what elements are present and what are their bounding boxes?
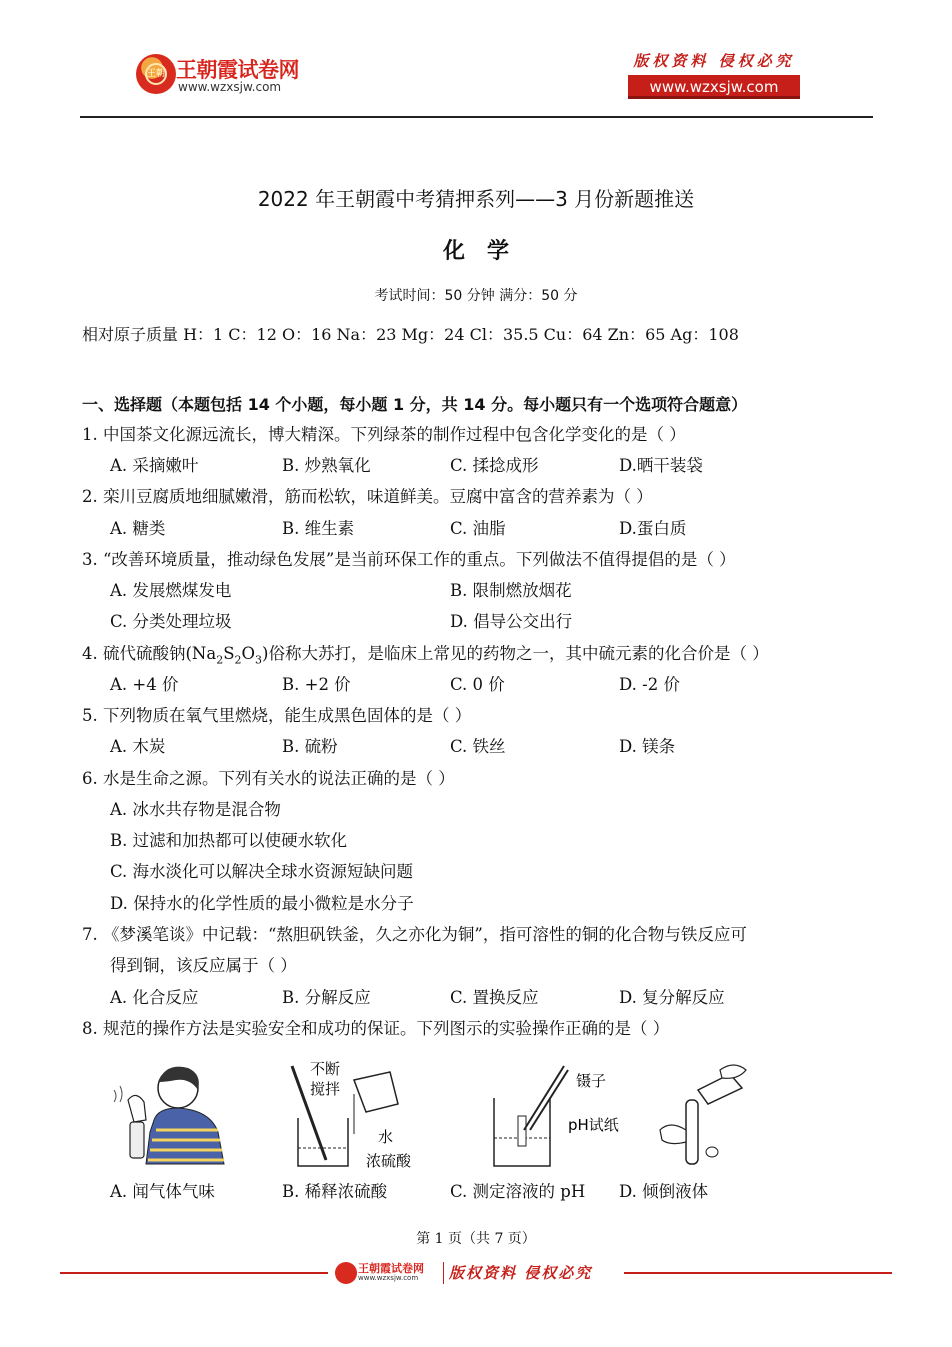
figure-pour-liquid bbox=[650, 1060, 760, 1170]
header-divider bbox=[80, 116, 873, 118]
copyright-block bbox=[628, 50, 800, 99]
logo-badge-icon bbox=[136, 54, 176, 94]
section-heading: 一、选择题（本题包括 14 个小题，每小题 1 分，共 14 分。每小题只有一个选项符合题意） bbox=[82, 395, 748, 414]
footer-logo-icon bbox=[335, 1262, 357, 1284]
question-5-option-a: A. 木炭 bbox=[110, 737, 166, 756]
holding-hand bbox=[660, 1125, 686, 1144]
tweezers-arm bbox=[530, 1070, 568, 1130]
figure-dilute-acid bbox=[282, 1060, 422, 1170]
test-tube bbox=[686, 1100, 698, 1164]
question-4-option-b: B. +2 价 bbox=[282, 675, 351, 694]
question-2-stem: 2. 栾川豆腐质地细腻嫩滑，筋而松软，味道鲜美。豆腐中富含的营养素为（ ） bbox=[82, 487, 653, 506]
question-6-option-b: B. 过滤和加热都可以使硬水软化 bbox=[110, 831, 348, 850]
logo-name: 王朝霞试卷网 bbox=[176, 58, 299, 82]
question-5-option-b: B. 硫粉 bbox=[282, 737, 338, 756]
question-6-option-c: C. 海水淡化可以解决全球水资源短缺问题 bbox=[110, 862, 414, 881]
question-8-stem: 8. 规范的操作方法是实验安全和成功的保证。下列图示的实验操作正确的是（ ） bbox=[82, 1019, 670, 1038]
question-1-option-c: C. 揉捻成形 bbox=[450, 456, 539, 475]
question-7-stem: 7. 《梦溪笔谈》中记载：“熬胆矾铁釜，久之亦化为铜”，指可溶性的铜的化合物与铁反应可 bbox=[82, 925, 747, 944]
question-8-option-d: D. 倾倒液体 bbox=[619, 1182, 709, 1201]
badge-text: 王朝 bbox=[145, 63, 167, 85]
question-2-option-c: C. 油脂 bbox=[450, 519, 506, 538]
question-5-option-c: C. 铁丝 bbox=[450, 737, 506, 756]
question-7-option-b: B. 分解反应 bbox=[282, 988, 371, 1007]
q4-stem-mid2: O bbox=[241, 644, 256, 663]
ph-paper-strip bbox=[518, 1116, 526, 1146]
label-stir: 不断 bbox=[310, 1060, 341, 1078]
site-logo[interactable] bbox=[136, 52, 306, 98]
atomic-masses: 相对原子质量 H：1 C：12 O：16 Na：23 Mg：24 Cl：35.5 Cu：64 Zn：65 Ag：108 bbox=[82, 325, 739, 344]
footer-rule-right bbox=[624, 1272, 892, 1274]
label-tweezers: 镊子 bbox=[576, 1072, 607, 1090]
question-2-option-d: D.蛋白质 bbox=[619, 519, 687, 538]
footer-rule-left bbox=[60, 1272, 328, 1274]
label-acid: 浓硫酸 bbox=[366, 1152, 412, 1170]
question-1-option-a: A. 采摘嫩叶 bbox=[110, 456, 199, 475]
exam-info: 考试时间：50 分钟 满分：50 分 bbox=[374, 288, 578, 304]
figure-smell-gas bbox=[106, 1060, 231, 1170]
pouring-hand bbox=[720, 1065, 746, 1078]
question-3-option-d: D. 倡导公交出行 bbox=[450, 612, 573, 631]
label-ph-paper: pH试纸 bbox=[568, 1116, 619, 1134]
question-5-option-d: D. 镁条 bbox=[619, 737, 676, 756]
question-4-option-c: C. 0 价 bbox=[450, 675, 505, 694]
bottle-stopper bbox=[706, 1147, 718, 1157]
copyright-slogan: 版权资料 侵权必究 bbox=[633, 52, 795, 70]
reagent-bottle bbox=[698, 1074, 742, 1104]
question-5-stem: 5. 下列物质在氧气里燃烧，能生成黑色固体的是（ ） bbox=[82, 706, 472, 725]
question-3-option-b: B. 限制燃放烟花 bbox=[450, 581, 572, 600]
question-6-option-a: A. 冰水共存物是混合物 bbox=[110, 800, 281, 819]
q4-stem-pre: 4. 硫代硫酸钠(Na bbox=[82, 644, 217, 663]
q4-sub-1: 2 bbox=[216, 653, 224, 667]
page-header bbox=[0, 0, 952, 118]
question-8-option-c: C. 测定溶液的 pH bbox=[450, 1182, 586, 1201]
q4-sub-3: 3 bbox=[255, 653, 263, 667]
question-1-stem: 1. 中国茶文化源远流长，博大精深。下列绿茶的制作过程中包含化学变化的是（ ） bbox=[82, 425, 686, 444]
beaker bbox=[298, 1118, 348, 1166]
footer-logo-url: www.wzxsjw.com bbox=[358, 1274, 419, 1282]
question-7-option-c: C. 置换反应 bbox=[450, 988, 539, 1007]
exam-title: 2022 年王朝霞中考猜押系列——3 月份新题推送 bbox=[257, 187, 695, 211]
footer-logo-name: 王朝霞试卷网 bbox=[358, 1262, 424, 1275]
q4-stem-mid1: S bbox=[223, 644, 235, 663]
exam-subject: 化学 bbox=[442, 239, 531, 264]
tweezers bbox=[524, 1066, 564, 1130]
question-6-option-d: D. 保持水的化学性质的最小微粒是水分子 bbox=[110, 894, 414, 913]
question-7-option-a: A. 化合反应 bbox=[110, 988, 199, 1007]
copyright-url[interactable]: www.wzxsjw.com bbox=[628, 75, 800, 99]
question-2-option-a: A. 糖类 bbox=[110, 519, 166, 538]
footer-slogan: 版权资料 侵权必究 bbox=[449, 1264, 593, 1282]
question-8-option-b: B. 稀释浓硫酸 bbox=[282, 1182, 388, 1201]
page-footer bbox=[60, 1258, 892, 1288]
question-3-option-a: A. 发展燃煤发电 bbox=[110, 581, 232, 600]
question-7-stem-continued: 得到铜，该反应属于（ ） bbox=[110, 956, 297, 975]
pouring-beaker bbox=[354, 1072, 398, 1112]
question-6-stem: 6. 水是生命之源。下列有关水的说法正确的是（ ） bbox=[82, 769, 455, 788]
question-8-option-a: A. 闻气体气味 bbox=[110, 1182, 215, 1201]
logo-url: www.wzxsjw.com bbox=[178, 80, 282, 94]
q4-sub-2: 2 bbox=[234, 653, 242, 667]
question-3-stem: 3. “改善环境质量，推动绿色发展”是当前环保工作的重点。下列做法不值得提倡的是（ ） bbox=[82, 550, 736, 569]
question-3-option-c: C. 分类处理垃圾 bbox=[110, 612, 232, 631]
figure-ph-test bbox=[484, 1060, 624, 1170]
label-stir-2: 搅拌 bbox=[310, 1080, 341, 1098]
question-1-option-b: B. 炒熟氧化 bbox=[282, 456, 371, 475]
question-4-stem bbox=[82, 643, 769, 671]
page-number: 第 1 页（共 7 页） bbox=[416, 1231, 536, 1247]
q4-stem-post: )俗称大苏打，是临床上常见的药物之一，其中硫元素的化合价是（ ） bbox=[262, 644, 769, 663]
hand-waving bbox=[128, 1095, 146, 1122]
vapor-lines bbox=[114, 1086, 122, 1102]
question-2-option-b: B. 维生素 bbox=[282, 519, 355, 538]
shirt bbox=[146, 1108, 224, 1164]
question-4-option-a: A. +4 价 bbox=[110, 675, 179, 694]
label-water: 水 bbox=[378, 1128, 394, 1146]
question-4-option-d: D. -2 价 bbox=[619, 675, 680, 694]
footer-separator bbox=[443, 1262, 444, 1284]
question-7-option-d: D. 复分解反应 bbox=[619, 988, 725, 1007]
bottle bbox=[130, 1122, 144, 1158]
question-1-option-d: D.晒干装袋 bbox=[619, 456, 703, 475]
